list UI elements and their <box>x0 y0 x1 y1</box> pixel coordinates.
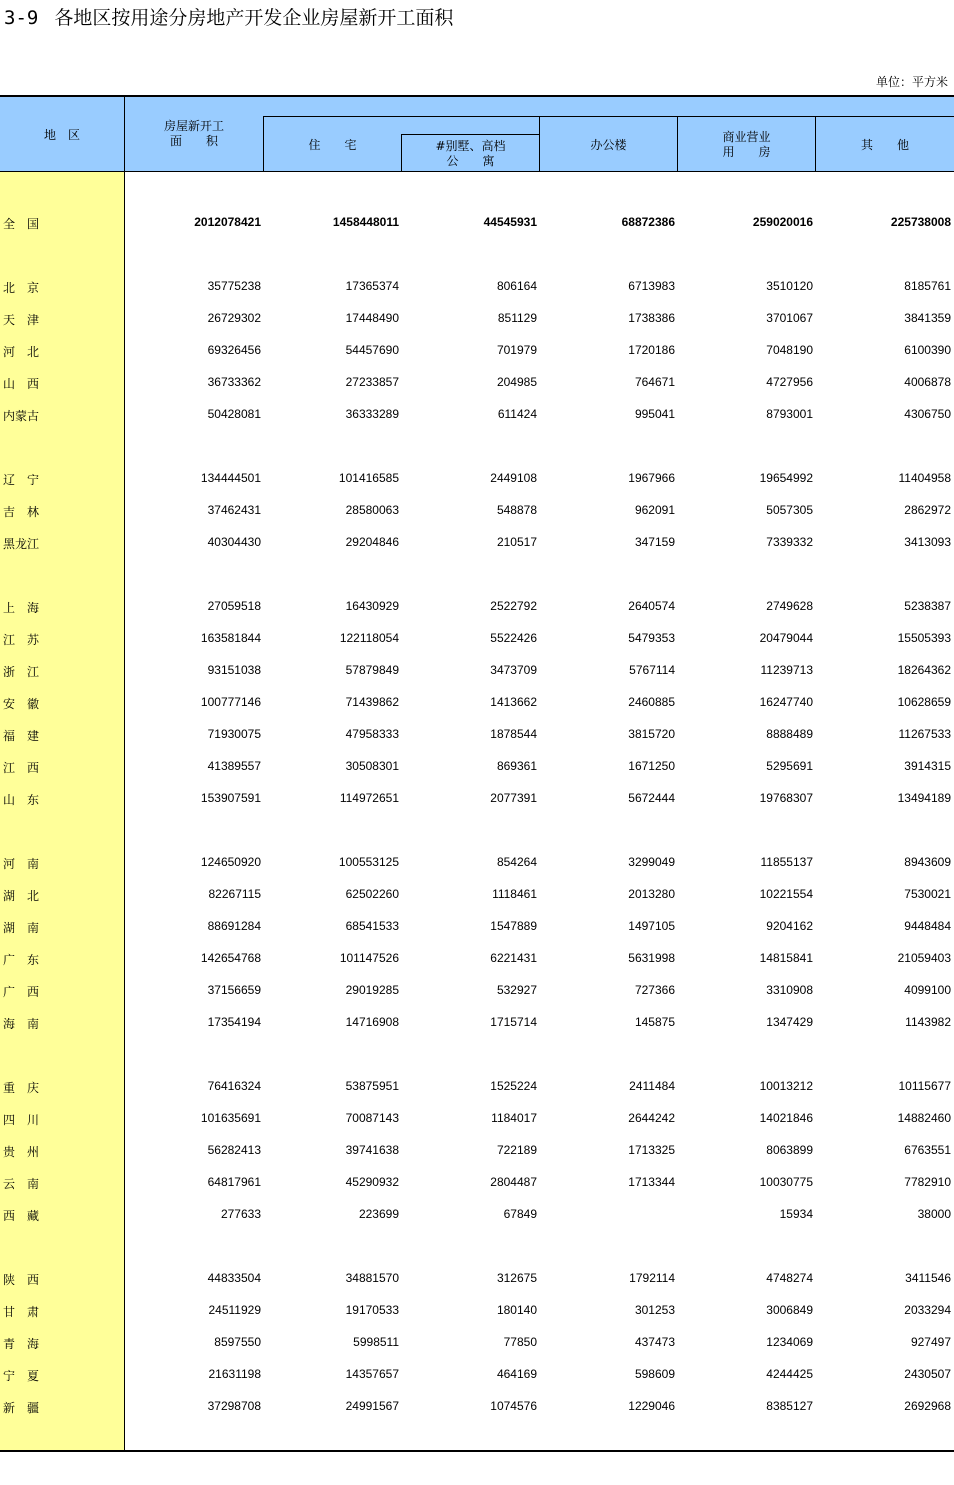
cell-commercial: 1347429 <box>766 1015 813 1029</box>
cell-total: 50428081 <box>207 407 261 421</box>
cell-other: 4099100 <box>904 983 951 997</box>
cell-office: 2640574 <box>628 599 675 613</box>
cell-residential: 39741638 <box>345 1143 399 1157</box>
region-name: 全 国 <box>3 217 40 231</box>
region-name: 陕 西 <box>3 1273 40 1287</box>
table-row <box>0 1364 954 1384</box>
cell-other: 15505393 <box>897 631 951 645</box>
header-other: 其 他 <box>860 138 909 152</box>
table-row <box>0 596 954 616</box>
cell-commercial: 3510120 <box>766 279 813 293</box>
cell-villa: 77850 <box>503 1335 537 1349</box>
table-row <box>0 692 954 712</box>
cell-commercial: 1234069 <box>766 1335 813 1349</box>
cell-commercial: 3310908 <box>766 983 813 997</box>
cell-villa: 1525224 <box>490 1079 537 1093</box>
cell-villa: 312675 <box>496 1271 537 1285</box>
cell-other: 38000 <box>917 1207 951 1221</box>
cell-total: 124650920 <box>200 855 261 869</box>
cell-other: 11404958 <box>898 471 951 485</box>
cell-other: 7530021 <box>904 887 951 901</box>
unit-label: 单位：平方米 <box>875 75 948 89</box>
header-commercial-line1: 商业营业 <box>722 130 771 144</box>
cell-other: 8943609 <box>904 855 951 869</box>
cell-other: 7782910 <box>904 1175 951 1189</box>
cell-office: 2013280 <box>628 887 675 901</box>
cell-commercial: 3701067 <box>766 311 813 325</box>
cell-total: 37298708 <box>207 1399 261 1413</box>
cell-villa: 851129 <box>497 311 537 325</box>
cell-office: 598609 <box>634 1367 675 1381</box>
cell-residential: 36333289 <box>345 407 399 421</box>
table-row <box>0 852 954 872</box>
table-row <box>0 884 954 904</box>
table-row <box>0 980 954 1000</box>
cell-residential: 71439862 <box>345 695 399 709</box>
cell-total: 27059518 <box>207 599 261 613</box>
table-row <box>0 788 954 808</box>
region-name: 海 南 <box>3 1017 40 1031</box>
region-name: 湖 北 <box>3 889 40 903</box>
cell-total: 17354194 <box>207 1015 261 1029</box>
table-row <box>0 1140 954 1160</box>
cell-office: 5479353 <box>628 631 675 645</box>
table-row <box>0 916 954 936</box>
cell-commercial: 10013212 <box>759 1079 813 1093</box>
cell-commercial: 11855137 <box>760 855 813 869</box>
cell-other: 21059403 <box>897 951 951 965</box>
cell-other: 11267533 <box>898 727 951 741</box>
cell-residential: 17448490 <box>345 311 399 325</box>
cell-villa: 44545931 <box>483 215 537 229</box>
cell-other: 2862972 <box>904 503 951 517</box>
cell-total: 88691284 <box>207 919 261 933</box>
cell-commercial: 2749628 <box>766 599 813 613</box>
cell-residential: 1458448011 <box>332 215 399 229</box>
table-row <box>0 660 954 680</box>
cell-total: 8597550 <box>214 1335 261 1349</box>
cell-residential: 28580063 <box>345 503 399 517</box>
region-name: 贵 州 <box>3 1145 40 1159</box>
cell-other: 2033294 <box>904 1303 951 1317</box>
cell-residential: 114972651 <box>339 791 399 805</box>
cell-total: 26729302 <box>207 311 261 325</box>
cell-commercial: 10030775 <box>759 1175 813 1189</box>
cell-residential: 62502260 <box>345 887 399 901</box>
cell-residential: 30508301 <box>345 759 399 773</box>
table-row <box>0 532 954 552</box>
cell-office: 347159 <box>634 535 675 549</box>
cell-commercial: 7048190 <box>766 343 813 357</box>
cell-total: 277633 <box>220 1207 261 1221</box>
cell-office: 1713344 <box>628 1175 675 1189</box>
cell-office: 3815720 <box>628 727 675 741</box>
region-name: 辽 宁 <box>3 473 40 487</box>
cell-villa: 2077391 <box>490 791 537 805</box>
table-row <box>0 1300 954 1320</box>
cell-total: 142654768 <box>200 951 261 965</box>
cell-residential: 100553125 <box>338 855 399 869</box>
cell-office: 68872386 <box>621 215 675 229</box>
table-bottom-border <box>0 1450 954 1452</box>
cell-residential: 45290932 <box>345 1175 399 1189</box>
cell-total: 82267115 <box>208 887 261 901</box>
cell-total: 37156659 <box>207 983 261 997</box>
cell-villa: 1074576 <box>490 1399 537 1413</box>
cell-total: 56282413 <box>207 1143 261 1157</box>
region-name: 山 东 <box>3 793 40 807</box>
cell-residential: 17365374 <box>345 279 399 293</box>
table-row <box>0 724 954 744</box>
region-name: 广 东 <box>3 953 40 967</box>
cell-office: 2644242 <box>628 1111 675 1125</box>
cell-villa: 1715714 <box>490 1015 537 1029</box>
cell-office: 1713325 <box>628 1143 675 1157</box>
cell-commercial: 5295691 <box>766 759 813 773</box>
cell-commercial: 5057305 <box>766 503 813 517</box>
region-name: 黑龙江 <box>3 537 40 551</box>
cell-commercial: 19768307 <box>759 791 813 805</box>
cell-commercial: 20479044 <box>759 631 813 645</box>
cell-office: 1720186 <box>628 343 675 357</box>
cell-other: 5238387 <box>904 599 951 613</box>
cell-commercial: 3006849 <box>766 1303 813 1317</box>
cell-villa: 464169 <box>496 1367 537 1381</box>
region-name: 四 川 <box>3 1113 40 1127</box>
cell-residential: 70087143 <box>345 1111 399 1125</box>
table-row <box>0 948 954 968</box>
cell-office: 764671 <box>634 375 675 389</box>
cell-commercial: 8888489 <box>766 727 813 741</box>
cell-office: 1229046 <box>628 1399 675 1413</box>
cell-residential: 24991567 <box>345 1399 399 1413</box>
cell-total: 40304430 <box>207 535 261 549</box>
header-region: 地 区 <box>43 128 80 142</box>
cell-residential: 53875951 <box>345 1079 399 1093</box>
region-name: 上 海 <box>3 601 40 615</box>
region-name: 内蒙古 <box>3 409 40 423</box>
table-row <box>0 404 954 424</box>
cell-villa: 2804487 <box>490 1175 537 1189</box>
cell-villa: 1547889 <box>490 919 537 933</box>
cell-total: 163581844 <box>200 631 261 645</box>
cell-office: 5631998 <box>628 951 675 965</box>
cell-office: 727366 <box>634 983 675 997</box>
region-name: 福 建 <box>3 729 40 743</box>
header-villa <box>402 139 539 169</box>
cell-total: 153907591 <box>200 791 261 805</box>
region-name: 江 苏 <box>3 633 40 647</box>
cell-total: 36733362 <box>207 375 261 389</box>
header-commercial <box>678 130 815 160</box>
cell-villa: 67849 <box>503 1207 537 1221</box>
cell-commercial: 14021846 <box>759 1111 813 1125</box>
cell-total: 100777146 <box>200 695 261 709</box>
cell-residential: 19170533 <box>345 1303 399 1317</box>
cell-total: 21631198 <box>208 1367 261 1381</box>
cell-villa: 2522792 <box>490 599 537 613</box>
region-name: 西 藏 <box>3 1209 40 1223</box>
cell-villa: 3473709 <box>490 663 537 677</box>
table-number: 3-9 <box>4 7 39 29</box>
header-total-line2: 面 积 <box>169 134 218 148</box>
region-name: 江 西 <box>3 761 40 775</box>
cell-other: 8185761 <box>904 279 951 293</box>
cell-villa: 806164 <box>496 279 537 293</box>
table-row <box>0 308 954 328</box>
table-title: 各地区按用途分房地产开发企业房屋新开工面积 <box>54 7 454 29</box>
cell-villa: 2449108 <box>490 471 537 485</box>
table-row <box>0 212 954 232</box>
region-name: 河 南 <box>3 857 40 871</box>
cell-other: 2692968 <box>904 1399 951 1413</box>
cell-villa: 1184017 <box>491 1111 537 1125</box>
cell-residential: 29019285 <box>345 983 399 997</box>
cell-residential: 101416585 <box>338 471 399 485</box>
region-name: 重 庆 <box>3 1081 40 1095</box>
region-name: 浙 江 <box>3 665 40 679</box>
table-row <box>0 340 954 360</box>
cell-commercial: 4244425 <box>766 1367 813 1381</box>
table-header <box>0 95 954 172</box>
cell-total: 44833504 <box>207 1271 261 1285</box>
cell-commercial: 259020016 <box>752 215 813 229</box>
cell-villa: 611424 <box>497 407 537 421</box>
cell-villa: 1878544 <box>490 727 537 741</box>
cell-other: 6763551 <box>904 1143 951 1157</box>
cell-villa: 210517 <box>496 535 537 549</box>
cell-residential: 34881570 <box>345 1271 399 1285</box>
table-row <box>0 1076 954 1096</box>
cell-other: 4306750 <box>904 407 951 421</box>
cell-other: 9448484 <box>904 919 951 933</box>
table-row <box>0 500 954 520</box>
region-name: 湖 南 <box>3 921 40 935</box>
cell-commercial: 19654992 <box>759 471 813 485</box>
table-row <box>0 628 954 648</box>
cell-villa: 722189 <box>496 1143 537 1157</box>
cell-other: 927497 <box>910 1335 951 1349</box>
cell-office: 1792114 <box>629 1271 675 1285</box>
table-row <box>0 1268 954 1288</box>
cell-office: 1497105 <box>628 919 675 933</box>
table-row <box>0 1332 954 1352</box>
cell-other: 4006878 <box>904 375 951 389</box>
region-name: 新 疆 <box>3 1401 40 1415</box>
region-name: 青 海 <box>3 1337 40 1351</box>
cell-office: 5672444 <box>628 791 675 805</box>
region-name: 甘 肃 <box>3 1305 40 1319</box>
region-name: 北 京 <box>3 281 40 295</box>
cell-total: 37462431 <box>207 503 261 517</box>
cell-commercial: 4727956 <box>766 375 813 389</box>
region-name: 宁 夏 <box>3 1369 40 1383</box>
cell-residential: 14716908 <box>345 1015 399 1029</box>
cell-office: 2460885 <box>628 695 675 709</box>
cell-office: 1738386 <box>628 311 675 325</box>
table-body <box>0 172 954 1451</box>
cell-total: 93151038 <box>207 663 261 677</box>
cell-other: 6100390 <box>904 343 951 357</box>
cell-other: 1143982 <box>905 1015 951 1029</box>
cell-commercial: 15934 <box>779 1207 813 1221</box>
region-name: 云 南 <box>3 1177 40 1191</box>
cell-other: 10628659 <box>897 695 951 709</box>
cell-total: 2012078421 <box>194 215 261 229</box>
cell-office: 995041 <box>634 407 675 421</box>
cell-residential: 57879849 <box>345 663 399 677</box>
cell-office: 962091 <box>634 503 675 517</box>
cell-commercial: 10221554 <box>759 887 813 901</box>
cell-office: 1967966 <box>628 471 675 485</box>
cell-commercial: 16247740 <box>759 695 813 709</box>
cell-residential: 68541533 <box>345 919 399 933</box>
table-row <box>0 372 954 392</box>
region-name: 天 津 <box>3 313 40 327</box>
cell-villa: 1118461 <box>492 887 537 901</box>
cell-other: 3411546 <box>905 1271 951 1285</box>
header-residential: 住 宅 <box>308 138 357 152</box>
cell-residential: 54457690 <box>345 343 399 357</box>
region-name: 安 徽 <box>3 697 40 711</box>
cell-other: 225738008 <box>890 215 951 229</box>
cell-office: 5767114 <box>629 663 675 677</box>
cell-villa: 204985 <box>496 375 537 389</box>
cell-residential: 122118054 <box>339 631 399 645</box>
cell-villa: 869361 <box>496 759 537 773</box>
cell-total: 101635691 <box>200 1111 261 1125</box>
cell-office: 3299049 <box>628 855 675 869</box>
cell-commercial: 8063899 <box>766 1143 813 1157</box>
region-name: 河 北 <box>3 345 40 359</box>
cell-villa: 701979 <box>496 343 537 357</box>
cell-total: 71930075 <box>207 727 261 741</box>
cell-residential: 14357657 <box>345 1367 399 1381</box>
table-row <box>0 1108 954 1128</box>
cell-commercial: 4748274 <box>766 1271 813 1285</box>
cell-total: 76416324 <box>207 1079 261 1093</box>
cell-commercial: 8385127 <box>766 1399 813 1413</box>
table-row <box>0 1396 954 1416</box>
cell-commercial: 9204162 <box>766 919 813 933</box>
cell-villa: 548878 <box>496 503 537 517</box>
header-villa-line1: #别墅、高档 <box>435 139 506 153</box>
cell-commercial: 11239713 <box>760 663 813 677</box>
cell-villa: 180140 <box>496 1303 537 1317</box>
cell-office: 6713983 <box>628 279 675 293</box>
table-row <box>0 1172 954 1192</box>
header-office: 办公楼 <box>590 138 627 152</box>
cell-total: 41389557 <box>207 759 261 773</box>
header-total-line1: 房屋新开工 <box>163 119 224 133</box>
header-commercial-line2: 用 房 <box>722 145 771 159</box>
cell-residential: 223699 <box>358 1207 399 1221</box>
cell-other: 2430507 <box>904 1367 951 1381</box>
cell-residential: 5998511 <box>353 1335 399 1349</box>
cell-office: 1671250 <box>628 759 675 773</box>
cell-office: 2411484 <box>629 1079 675 1093</box>
cell-other: 14882460 <box>897 1111 951 1125</box>
region-name: 广 西 <box>3 985 40 999</box>
cell-office: 301253 <box>634 1303 675 1317</box>
cell-office: 437473 <box>634 1335 675 1349</box>
cell-villa: 532927 <box>496 983 537 997</box>
table-row <box>0 1204 954 1224</box>
cell-residential: 29204846 <box>345 535 399 549</box>
cell-total: 64817961 <box>207 1175 261 1189</box>
table-row <box>0 276 954 296</box>
cell-villa: 6221431 <box>490 951 537 965</box>
cell-other: 10115677 <box>898 1079 951 1093</box>
cell-total: 35775238 <box>207 279 261 293</box>
cell-villa: 854264 <box>496 855 537 869</box>
table-row <box>0 468 954 488</box>
cell-other: 3841359 <box>904 311 951 325</box>
page-title <box>4 6 453 30</box>
region-column <box>0 172 125 1451</box>
region-name: 山 西 <box>3 377 40 391</box>
cell-villa: 1413662 <box>490 695 537 709</box>
region-name: 吉 林 <box>3 505 40 519</box>
cell-residential: 101147526 <box>339 951 399 965</box>
cell-other: 18264362 <box>897 663 951 677</box>
cell-commercial: 7339332 <box>766 535 813 549</box>
cell-total: 134444501 <box>200 471 261 485</box>
cell-residential: 16430929 <box>345 599 399 613</box>
cell-residential: 47958333 <box>345 727 399 741</box>
cell-other: 13494189 <box>897 791 951 805</box>
cell-commercial: 8793001 <box>766 407 813 421</box>
cell-other: 3413093 <box>904 535 951 549</box>
cell-total: 69326456 <box>207 343 261 357</box>
cell-villa: 5522426 <box>490 631 537 645</box>
cell-other: 3914315 <box>904 759 951 773</box>
table-row <box>0 1012 954 1032</box>
cell-residential: 27233857 <box>345 375 399 389</box>
header-total <box>125 119 263 149</box>
header-villa-line2: 公 寓 <box>446 154 495 168</box>
cell-commercial: 14815841 <box>759 951 813 965</box>
cell-office: 145875 <box>634 1015 675 1029</box>
cell-total: 24511929 <box>208 1303 261 1317</box>
table-row <box>0 756 954 776</box>
